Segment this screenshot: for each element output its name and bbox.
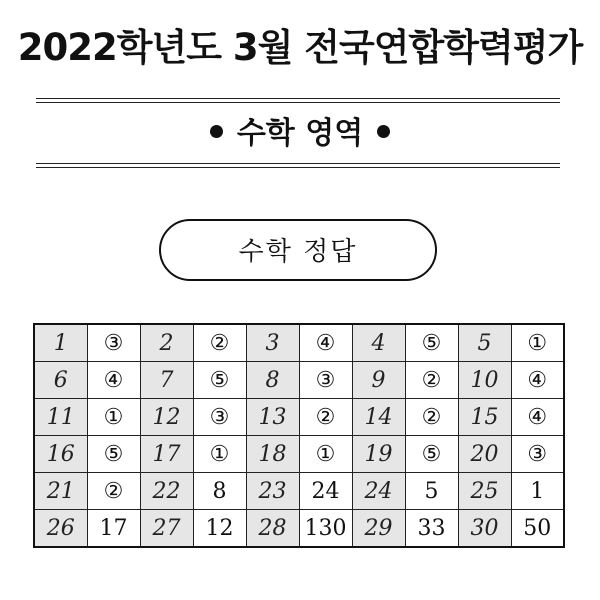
question-number: 26	[34, 510, 87, 548]
question-number: 29	[352, 510, 405, 548]
question-number: 5	[458, 324, 511, 362]
question-number: 25	[458, 473, 511, 510]
divider-bottom-2	[36, 167, 560, 168]
answer-value: ③	[193, 399, 246, 436]
table-row	[34, 473, 564, 510]
question-number: 8	[246, 362, 299, 399]
answer-value: ②	[405, 362, 458, 399]
answer-value: 5	[405, 473, 458, 510]
divider-top-2	[36, 102, 560, 103]
question-number: 28	[246, 510, 299, 548]
answer-value: 1	[511, 473, 564, 510]
answer-value: ⑤	[193, 362, 246, 399]
question-number: 16	[34, 436, 87, 473]
answer-value: ①	[299, 436, 352, 473]
answer-value: ④	[87, 362, 140, 399]
answer-value: ①	[511, 324, 564, 362]
divider-bottom-1	[36, 163, 560, 164]
question-number: 24	[352, 473, 405, 510]
question-number: 19	[352, 436, 405, 473]
answer-value: 50	[511, 510, 564, 548]
answer-value: ②	[87, 473, 140, 510]
question-number: 7	[140, 362, 193, 399]
answer-value: ②	[299, 399, 352, 436]
answer-table-body	[34, 324, 564, 547]
question-number: 3	[246, 324, 299, 362]
question-number: 17	[140, 436, 193, 473]
bullet-dot-icon	[377, 125, 390, 138]
answer-table	[33, 323, 565, 548]
question-number: 27	[140, 510, 193, 548]
answer-value: ③	[299, 362, 352, 399]
answer-value: ③	[511, 436, 564, 473]
answer-value: ①	[87, 399, 140, 436]
question-number: 22	[140, 473, 193, 510]
answer-value: 33	[405, 510, 458, 548]
table-row	[34, 510, 564, 548]
answer-value: ⑤	[405, 324, 458, 362]
table-row	[34, 324, 564, 362]
question-number: 20	[458, 436, 511, 473]
exam-title: 2022학년도 3월 전국연합학력평가	[17, 26, 583, 69]
question-number: 30	[458, 510, 511, 548]
answer-value: ⑤	[405, 436, 458, 473]
question-number: 12	[140, 399, 193, 436]
question-number: 23	[246, 473, 299, 510]
answer-value: ⑤	[87, 436, 140, 473]
answer-value: ②	[193, 324, 246, 362]
question-number: 6	[34, 362, 87, 399]
answer-value: 130	[299, 510, 352, 548]
question-number: 4	[352, 324, 405, 362]
bullet-dot-icon	[210, 125, 223, 138]
question-number: 14	[352, 399, 405, 436]
question-number: 10	[458, 362, 511, 399]
question-number: 15	[458, 399, 511, 436]
table-row	[34, 399, 564, 436]
answer-value: ④	[299, 324, 352, 362]
answer-value: 12	[193, 510, 246, 548]
question-number: 2	[140, 324, 193, 362]
question-number: 9	[352, 362, 405, 399]
answer-value: 8	[193, 473, 246, 510]
answer-value: 17	[87, 510, 140, 548]
subject-heading	[0, 108, 600, 160]
table-row	[34, 436, 564, 473]
question-number: 18	[246, 436, 299, 473]
table-row	[34, 362, 564, 399]
answer-value: ②	[405, 399, 458, 436]
answer-value: ④	[511, 362, 564, 399]
answer-value: 24	[299, 473, 352, 510]
answer-value: ④	[511, 399, 564, 436]
question-number: 1	[34, 324, 87, 362]
answer-value: ③	[87, 324, 140, 362]
divider-top-1	[36, 98, 560, 99]
question-number: 13	[246, 399, 299, 436]
subject-label: 수학 영역	[236, 116, 364, 151]
question-number: 11	[34, 399, 87, 436]
answer-value: ①	[193, 436, 246, 473]
question-number: 21	[34, 473, 87, 510]
answer-key-label: 수학 정답	[159, 219, 437, 281]
